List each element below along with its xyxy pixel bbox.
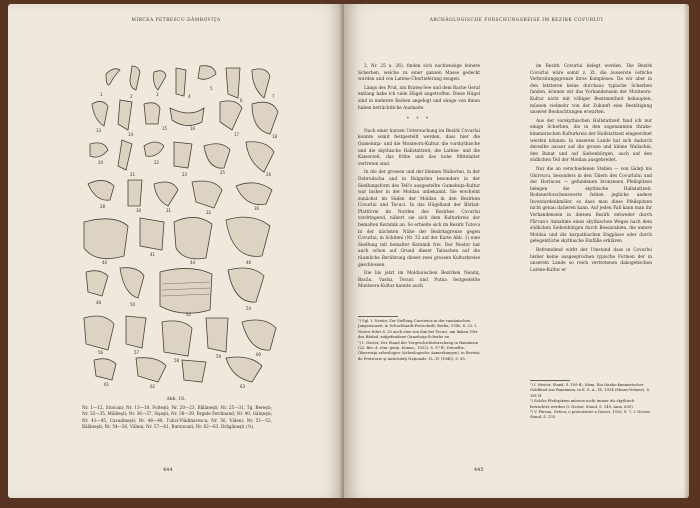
paragraph: Nach einer kurzen Untersuchung im Bezirk Covurlui konnte somit festgestellt werden, dass hier die Gumelniţa- und die Monteoru-Kultur, die vorskythische und die skythische Hallstattzeit, die Latène- und die Kaiserzeit, das frühe und das hohe Mittelalter vertreten sind. — [358, 128, 480, 167]
paragraph: Nur die an verschiedenen Stellen — von Galaţi bis Ghirvucu, besonders in den Tälern des Covurlului und der Horincea — gefundenen bronzenen Pfeilspitzen belegen die skythische Hallstattzeit. Bodenerforschenswerte fehlen jegliche andere Inventardenkmäler, so dass man diese Pfeilspitzen nicht genau datieren kann. Auf jeden Fall kann man ihr Vorhandensein in diesem Bezirk entweder durch Pârvan's Annahme eines skythischen Weges nach dem südlichen Siebenbürgen durch Bessarabien, die untere Moldau und die karpathischen Engpässe oder durch gelegentliche skythische Einfälle erklären. — [530, 166, 652, 245]
svg-text:4: 4 — [188, 94, 191, 99]
svg-text:57: 57 — [134, 350, 140, 355]
right-running-head: ARCHÄOLOGISCHE FORSCHUNGSREISE IM BEZIRK COVURLUI — [429, 18, 604, 23]
svg-text:13: 13 — [96, 128, 102, 133]
svg-text:22: 22 — [154, 160, 160, 165]
svg-text:46: 46 — [246, 260, 252, 265]
footnotes-left-column — [358, 316, 480, 362]
svg-text:1: 1 — [100, 92, 103, 97]
page-edge-shadow — [683, 4, 689, 498]
right-page — [344, 4, 689, 498]
svg-text:25: 25 — [220, 170, 226, 175]
svg-text:61: 61 — [104, 382, 110, 387]
svg-text:41: 41 — [150, 252, 156, 257]
svg-text:50: 50 — [130, 302, 136, 307]
footnotes-right-column — [530, 380, 652, 421]
text-column-right — [530, 64, 652, 276]
svg-text:63: 63 — [240, 384, 246, 389]
footnote: ¹) I. Nestor, Stand, S. 109 ff.; Idem, Ein thrako-kimmerischer Goldfund aus Rumänien, in E. S. A., IX, 1934 (Minns-Volume), S. 181 ff. — [530, 383, 651, 398]
footnote: ¹) Vgl. I. Nestor, Zur Stellung Cucutenis in der rumänischen Jungsteinzeit, in Schuchhardt-Festschrift, Berlin, 1940, S. 23. I. Nestor führt S. 20 auch eine von ihm bei Tecuci, am linken Ufer des Bârlad, aufgefundene Gumelniţa-Scherbe an. — [358, 319, 478, 340]
svg-text:60: 60 — [256, 352, 262, 357]
svg-text:54: 54 — [246, 306, 252, 311]
paragraph: im Bezirk Covurlui belegt werden. Die Bezirk Covurlui wäre somit z. Zt. die äusserste östliche Verbreitungsgrenze ihres Komplexes. Da wir aber in den letzteren keine durchaus typische Scherben fanden, können wir das Vorhandensein der Monteoru-Kultur nicht mit völliger Bestimmtheit behaupten, müssen vielmehr von der Zukunft eine Bestätigung unserer Beobachtungen erwarten. — [530, 64, 652, 116]
svg-text:62: 62 — [150, 384, 156, 389]
svg-text:5: 5 — [210, 86, 213, 91]
plate-caption: Nr. 1—12, Stoicani; Nr. 13—18, Folteşti; Nr. 20—23, Bălăneşti; Nr. 25—31, Tg. Bereşti; Nr. 32—35, Mălăeşti; Nr. 36—37, Sişeşti; Nr. 38—39, Brgele Ferdinand; Nr. 40, Gânţeşti; Nr. 41—45, Cavadineşti; Nr. 46—48, Tulici-Vlădimirescu; Nr. 50, Văleni; Nr. 51—53, Bălăneşti; Nr. 54—56, Văleni; Nr. 57—61, Bursucani; Nr. 62—63, Drăgăneşti (½). — [82, 405, 272, 429]
svg-text:56: 56 — [98, 350, 104, 355]
svg-text:52: 52 — [186, 312, 192, 317]
plate-title: Abb. 16. — [166, 397, 186, 402]
svg-text:58: 58 — [174, 358, 180, 363]
pottery-sherds-plate — [70, 60, 302, 390]
footnote-rule — [530, 380, 570, 381]
text-column-left — [358, 64, 480, 293]
section-divider-stars: * * * — [406, 117, 432, 123]
footnote: ²) Solche Pfeilspitzen müssen nicht immer als skythisch betrachtet werden (I. Nestor, Stand, S. 149, Anm. 635). — [530, 399, 635, 409]
left-page — [8, 4, 344, 498]
svg-text:16: 16 — [190, 126, 196, 131]
svg-text:59: 59 — [216, 354, 222, 359]
svg-text:30: 30 — [136, 208, 142, 213]
svg-text:44: 44 — [190, 260, 196, 265]
footnote: ²) I. Nestor, Der Stand der Vorgeschichtsforschung in Rumänien (22. Ber. d. röm.-germ. Komm., 1932), S. 97 ff.; Derselbe, Observaţii arheologice (Arheologische Anmerkungen), in Revista de Preistorie şi Antichităţi Naţionale, II—IV (1940), S. 85. — [358, 340, 480, 361]
left-page-number: 444 — [163, 467, 173, 473]
svg-text:17: 17 — [234, 132, 240, 137]
svg-text:48: 48 — [96, 300, 102, 305]
svg-text:26: 26 — [266, 172, 272, 177]
svg-text:18: 18 — [272, 134, 278, 139]
left-running-head: MIRCEA PETRESCU-DÂMBOVIŢA — [131, 18, 221, 23]
svg-text:23: 23 — [182, 172, 188, 177]
svg-text:20: 20 — [98, 160, 104, 165]
footnote: ³) V. Pârvan, Getica; o protoistorie a Daciei, 1926, S. 7; I. Nestor, Stand, S. 135. — [530, 410, 651, 420]
svg-text:21: 21 — [130, 172, 136, 177]
svg-text:40: 40 — [102, 260, 108, 265]
svg-text:7: 7 — [272, 94, 275, 99]
svg-text:36: 36 — [254, 206, 260, 211]
svg-text:3: 3 — [156, 92, 159, 97]
right-page-number: 445 — [474, 467, 484, 473]
svg-text:28: 28 — [100, 204, 106, 209]
paragraph: In die der grossen und der kleinen Wallachei, in der Dobrudscha und in Bulgarien besonders in der Siedlungsform des Tell's ausgestellte Gumelniţa-Kultur war bisher in der Moldau unbekannt. Sie erscheint zunächst im Süden der Moldau in den Bezirken Covurlui und Tecuci. In das Hügelland der Bârlad-Plattform im Norden des Bezirkes Covurlui vordringend, nähert sie sich dem Kulturkreis der bemalten Keramik an. So erhielte sich im Bezirk Tutova in der nächsten Nähe der Bezirksgrenze gegen Covurlui, in Schiteni (Nr. 32 auf der Karte Abb. 1) eine Siedlung mit bemalter Keramik frei. Der Nestor hat auch schon auf Grund dieser Tatsachen auf die räumliche Berührung dieser zwei grossen Kulturkreise geschlossen. — [358, 170, 480, 268]
paragraph: Befremdend wirkt der Umstand dass in Covurlui bisher keine ausgesprochen typische Formen der in unserem Lande so reich vertretenen dakogetischen Latène-Kultur er — [530, 248, 652, 273]
paragraph: 2, Nr. 25 u. 26), finden sich nachweisige feinere Scherben, welche zu einer ganzen Masse gedeckt wurden und von Latène-Überlieferung zeugen. — [358, 64, 480, 83]
svg-text:2: 2 — [130, 94, 133, 99]
svg-text:14: 14 — [128, 132, 134, 137]
footnote-rule — [358, 316, 398, 317]
paragraph: Die bis jetzt im Moldauischen Bezirken Neamţ, Bacău, Vaslui, Tecuci und Putna festgestellte Monteoru-Kultur kannte auch — [358, 271, 480, 290]
svg-text:32: 32 — [206, 210, 212, 215]
paragraph: Längs des Prut, am Brateş-See und dem Bache Geraf entlang habe ich viele Hügel angetroffen. Diese Hügel sind in mehrere Reihen angelegt und einige von ihnen haben beträchtliche Ausmaße. — [358, 85, 481, 111]
svg-text:31: 31 — [166, 208, 172, 213]
svg-text:6: 6 — [240, 98, 243, 103]
svg-text:15: 15 — [162, 126, 168, 131]
paragraph: Aus der vorskythischen Hallstattzeit fand ich nur einige Scherben, die in den sogenannten thrako-kimmerischen Kulturkreis der Hallstattzeit eingeordnet werden können. In unserem Lande hat sich dadurch derselbe ausser auf die grosse und kleine Wallachei, den Banat und auf Siebenbürgen, auch auf den südlichen Teil der Moldau ausgebreitet. — [530, 118, 652, 164]
